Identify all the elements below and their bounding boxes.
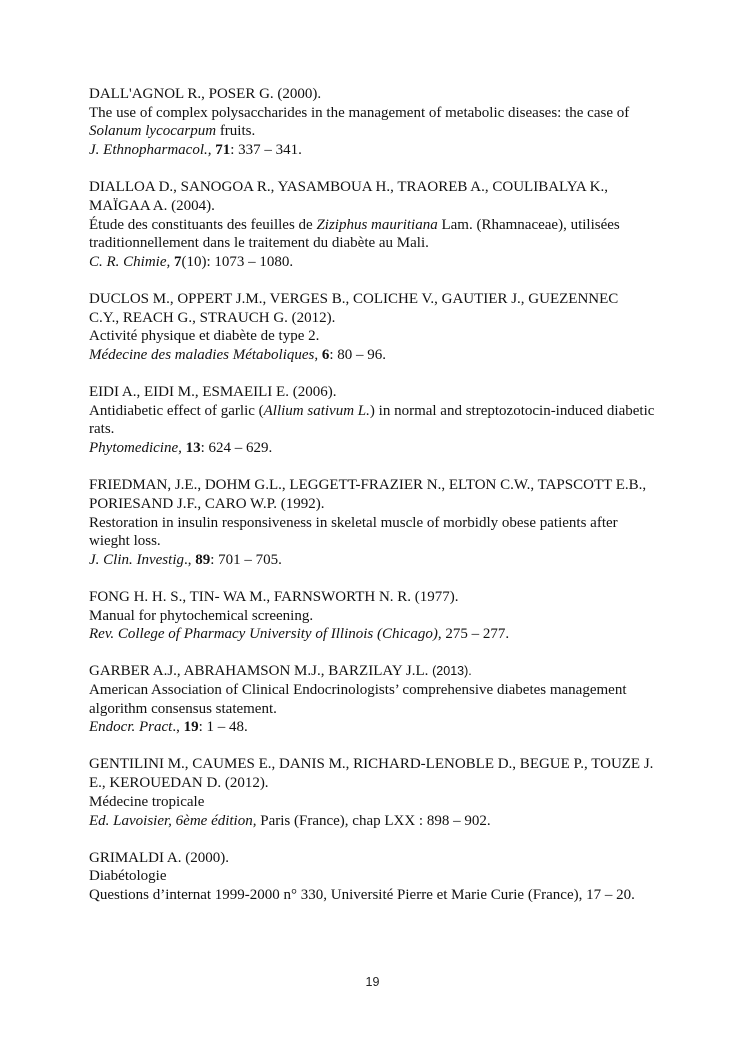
reference-line bbox=[89, 607, 689, 626]
text-segment: DIALLOA D., SANOGOA R., YASAMBOUA H., TRAOREB A., COULIBALYA K., bbox=[89, 179, 608, 196]
bold-text: 71 bbox=[215, 142, 231, 159]
reference-line bbox=[89, 420, 689, 439]
reference-line bbox=[89, 867, 689, 886]
text-segment: E., KEROUEDAN D. (2012). bbox=[89, 775, 269, 792]
text-segment: : 80 – 96. bbox=[329, 347, 387, 364]
reference-line bbox=[89, 793, 689, 812]
text-segment: Paris (France), chap LXX : 898 – 902. bbox=[256, 812, 491, 829]
reference-entry bbox=[89, 383, 689, 458]
reference-authors-line bbox=[89, 588, 689, 607]
text-segment: GARBER A.J., ABRAHAMSON M.J., BARZILAY J.L. bbox=[89, 663, 433, 680]
reference-entry bbox=[89, 662, 689, 737]
reference-authors-line bbox=[89, 662, 689, 681]
reference-entry bbox=[89, 178, 689, 272]
text-segment: FONG H. H. S., TIN- WA M., FARNSWORTH N. R. (1977). bbox=[89, 588, 459, 605]
italic-text: J. Clin. Investig bbox=[89, 551, 184, 568]
italic-text: Ed. Lavoisier, 6ème édition, bbox=[89, 812, 257, 829]
text-segment: rats. bbox=[89, 421, 115, 438]
text-segment: Restoration in insulin responsiveness in skeletal muscle of morbidly obese patients after bbox=[89, 514, 618, 531]
text-segment: DUCLOS M., OPPERT J.M., VERGES B., COLICHE V., GAUTIER J., GUEZENNEC bbox=[89, 290, 619, 307]
text-segment: traditionnellement dans le traitement du diabète au Mali. bbox=[89, 235, 429, 252]
reference-authors-line bbox=[89, 383, 689, 402]
text-segment: wieght loss. bbox=[89, 533, 161, 550]
text-segment: Lam. (Rhamnaceae), utilisées bbox=[437, 216, 620, 233]
text-segment: ) in normal and streptozotocin-induced diabetic bbox=[369, 402, 655, 419]
reference-authors-line bbox=[89, 178, 689, 197]
reference-line bbox=[89, 495, 689, 514]
reference-line bbox=[89, 681, 689, 700]
bold-text: 13 bbox=[185, 440, 201, 457]
text-segment: Étude des constituants des feuilles de bbox=[89, 216, 317, 233]
bold-text: 6 bbox=[321, 347, 330, 364]
text-segment: : 624 – 629. bbox=[200, 440, 273, 457]
text-segment: , 275 – 277. bbox=[437, 626, 510, 643]
text-segment: ., bbox=[172, 719, 184, 736]
italic-text: Médecine des maladies Métaboliques bbox=[89, 347, 315, 364]
reference-line bbox=[89, 700, 689, 719]
reference-line bbox=[89, 774, 689, 793]
italic-text: Phytomedicine, bbox=[89, 440, 182, 457]
reference-line bbox=[89, 122, 689, 141]
bold-text: 19 bbox=[183, 719, 199, 736]
page-number: 19 bbox=[365, 975, 380, 989]
text-segment: : 701 – 705. bbox=[210, 551, 282, 568]
text-segment: PORIESAND J.F., CARO W.P. (1992). bbox=[89, 495, 325, 512]
reference-line bbox=[89, 216, 689, 235]
text-segment: algorithm consensus statement. bbox=[89, 700, 277, 717]
text-segment: (2013). bbox=[432, 664, 472, 679]
reference-line bbox=[89, 625, 689, 644]
text-segment: Antidiabetic effect of garlic ( bbox=[89, 402, 264, 419]
bold-text: 89 bbox=[195, 551, 211, 568]
reference-line bbox=[89, 141, 689, 160]
reference-entry bbox=[89, 755, 689, 830]
reference-line bbox=[89, 532, 689, 551]
text-segment: fruits. bbox=[216, 123, 256, 140]
text-segment: C.Y., REACH G., STRAUCH G. (2012). bbox=[89, 309, 336, 326]
italic-text: C. R. Chimie, bbox=[89, 253, 171, 270]
italic-text: Rev. College of Pharmacy University of Illinois (Chicago) bbox=[89, 626, 438, 643]
reference-line bbox=[89, 718, 689, 737]
text-segment: Médecine tropicale bbox=[89, 793, 205, 810]
text-segment: The use of complex polysaccharides in the management of metabolic diseases: the case of bbox=[89, 104, 630, 121]
reference-line bbox=[89, 253, 689, 272]
text-segment: DALL'AGNOL R., POSER G. (2000). bbox=[89, 86, 322, 102]
reference-line bbox=[89, 346, 689, 365]
text-segment: MAÏGAA A. (2004). bbox=[89, 197, 215, 214]
text-segment: EIDI A., EIDI M., ESMAEILI E. (2006). bbox=[89, 384, 337, 401]
reference-line bbox=[89, 812, 689, 831]
italic-text: Ziziphus mauritiana bbox=[316, 216, 438, 233]
italic-text: J. Ethnopharmacol., bbox=[89, 142, 212, 159]
reference-authors-line bbox=[89, 476, 689, 495]
reference-line bbox=[89, 514, 689, 533]
italic-text: Solanum lycocarpum bbox=[89, 123, 217, 140]
text-segment: Activité physique et diabète de type 2. bbox=[89, 328, 320, 345]
reference-line bbox=[89, 309, 689, 328]
text-segment: Manual for phytochemical screening. bbox=[89, 607, 314, 624]
text-segment: (10): 1073 – 1080. bbox=[181, 253, 294, 270]
reference-list bbox=[89, 85, 689, 923]
reference-authors-line bbox=[89, 755, 689, 774]
italic-text: Allium sativum L. bbox=[263, 402, 370, 419]
reference-entry bbox=[89, 849, 689, 905]
text-segment: American Association of Clinical Endocrinologists’ comprehensive diabetes management bbox=[89, 682, 627, 699]
text-segment: Questions d’internat 1999-2000 n° 330, Université Pierre et Marie Curie (France), 17 – 20. bbox=[89, 886, 635, 903]
reference-line bbox=[89, 886, 689, 905]
reference-line bbox=[89, 104, 689, 123]
text-segment: , bbox=[314, 347, 322, 364]
reference-line bbox=[89, 197, 689, 216]
text-segment: FRIEDMAN, J.E., DOHM G.L., LEGGETT-FRAZIER N., ELTON C.W., TAPSCOTT E.B., bbox=[89, 477, 647, 494]
reference-entry bbox=[89, 290, 689, 365]
reference-line bbox=[89, 234, 689, 253]
text-segment: GENTILINI M., CAUMES E., DANIS M., RICHARD-LENOBLE D., BEGUE P., TOUZE J. bbox=[89, 756, 654, 773]
reference-authors-line bbox=[89, 849, 689, 868]
reference-line bbox=[89, 439, 689, 458]
text-segment: : 1 – 48. bbox=[198, 719, 248, 736]
text-segment: : 337 – 341. bbox=[230, 142, 302, 159]
reference-line bbox=[89, 551, 689, 570]
reference-entry bbox=[89, 476, 689, 570]
text-segment: GRIMALDI A. (2000). bbox=[89, 849, 229, 866]
bold-text: 7 bbox=[174, 253, 182, 270]
reference-entry bbox=[89, 588, 689, 644]
reference-entry bbox=[89, 85, 689, 160]
reference-authors-line bbox=[89, 290, 689, 309]
text-segment: Diabétologie bbox=[89, 868, 167, 885]
italic-text: Endocr. Pract bbox=[89, 719, 173, 736]
reference-line bbox=[89, 402, 689, 421]
reference-line bbox=[89, 327, 689, 346]
text-segment: ., bbox=[183, 551, 196, 568]
reference-authors-line bbox=[89, 85, 689, 104]
